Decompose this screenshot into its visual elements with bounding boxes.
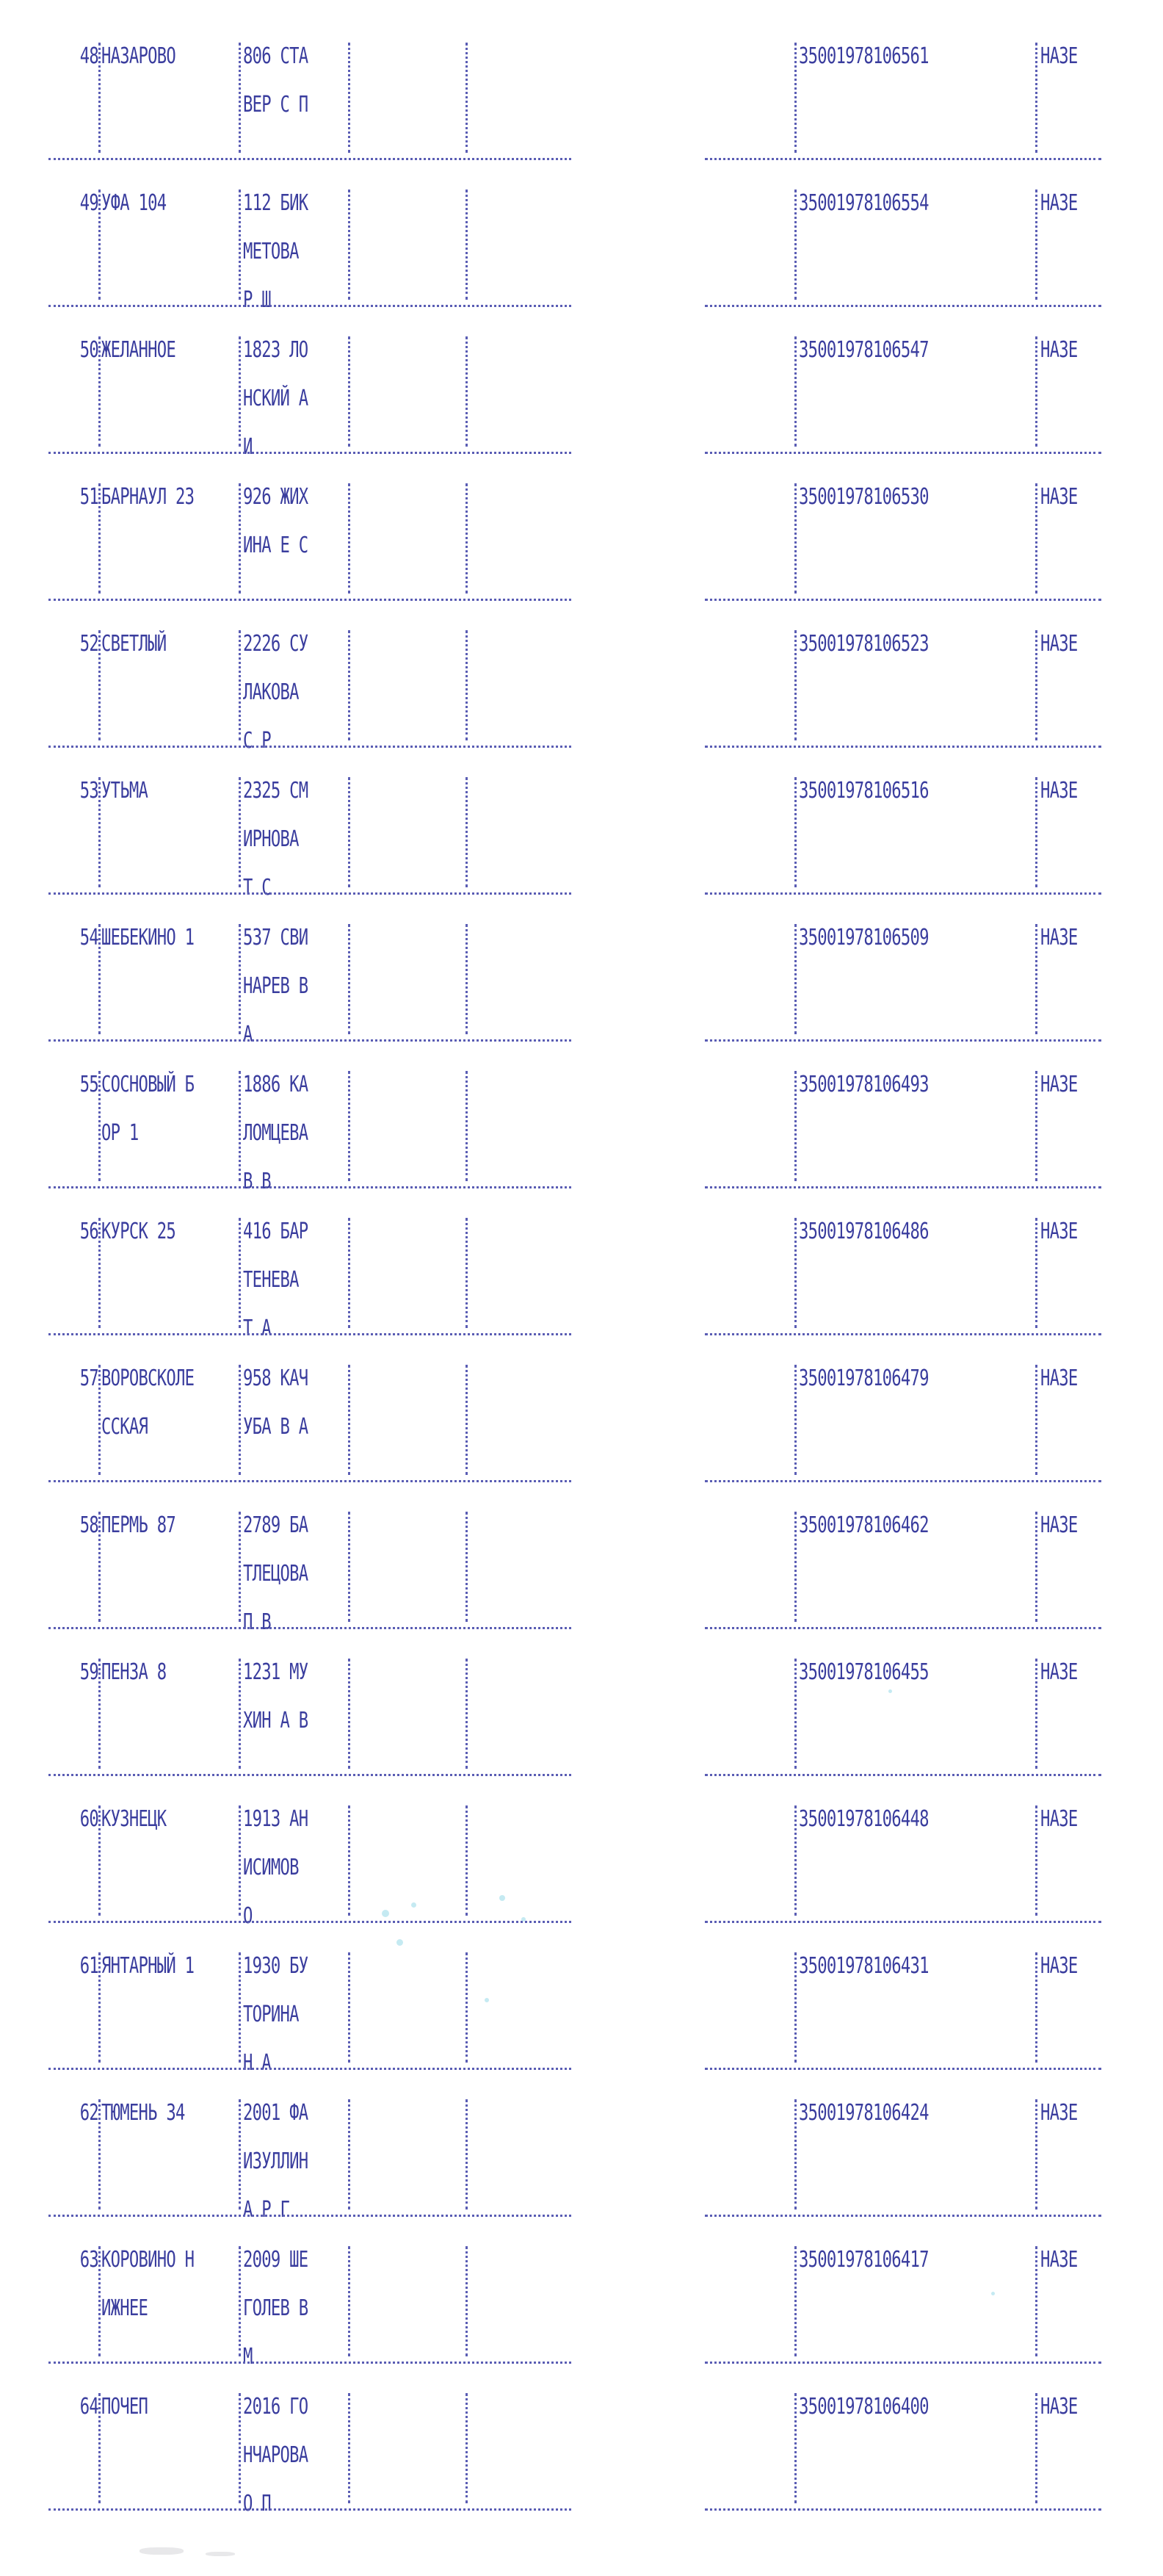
column-separator	[794, 43, 797, 153]
column-separator	[239, 924, 241, 1034]
row-divider	[705, 305, 1101, 307]
row-divider	[48, 1186, 571, 1188]
row-number: 64	[79, 2394, 98, 2420]
column-separator	[465, 1952, 468, 2063]
recipient-line: Т С	[243, 875, 271, 901]
recipient-line: ТЛЕЦОВА	[243, 1561, 308, 1587]
recipient-line: 1930 БУ	[243, 1953, 308, 1979]
column-separator	[1035, 1365, 1037, 1475]
column-separator	[348, 630, 350, 740]
column-separator	[1035, 43, 1037, 153]
recipient-line: ИСИМОВ	[243, 1855, 299, 1880]
column-separator	[98, 777, 101, 887]
row-divider	[48, 1774, 571, 1776]
column-separator	[239, 1805, 241, 1916]
column-separator	[794, 1512, 797, 1622]
tracking-code: 35001978106509	[799, 925, 929, 950]
register-row	[0, 176, 1163, 323]
row-divider	[48, 2362, 571, 2364]
row-divider	[705, 1333, 1101, 1335]
row-number: 54	[79, 925, 98, 950]
place-name-line: ПОЧЕП	[101, 2394, 148, 2420]
recipient-line: 2009 ШЕ	[243, 2247, 308, 2273]
column-separator	[465, 190, 468, 300]
recipient-line: О П	[243, 2491, 271, 2517]
row-divider	[48, 746, 571, 748]
column-separator	[348, 1071, 350, 1181]
row-number: 57	[79, 1365, 98, 1391]
column-separator	[98, 483, 101, 594]
row-number: 56	[79, 1219, 98, 1244]
recipient-line: НСКИЙ А	[243, 386, 308, 411]
column-separator	[1035, 483, 1037, 594]
column-separator	[239, 1512, 241, 1622]
column-separator	[794, 1805, 797, 1916]
row-divider	[705, 2068, 1101, 2070]
register-row	[0, 1058, 1163, 1205]
column-separator	[348, 1805, 350, 1916]
ink-speck	[411, 1902, 416, 1908]
recipient-line: ЛАКОВА	[243, 679, 299, 705]
place-name-line: КУРСК 25	[101, 1219, 176, 1244]
column-separator	[794, 1659, 797, 1769]
register-row	[0, 470, 1163, 617]
place-name-line: ССКАЯ	[101, 1414, 148, 1440]
column-separator	[465, 1071, 468, 1181]
recipient-line: 2001 ФА	[243, 2100, 308, 2126]
register-row	[0, 1792, 1163, 1939]
column-separator	[348, 2246, 350, 2356]
recipient-line: 1823 ЛО	[243, 337, 308, 363]
column-separator	[348, 1218, 350, 1328]
recipient-line: 416 БАР	[243, 1219, 308, 1244]
column-separator	[465, 336, 468, 447]
column-separator	[465, 630, 468, 740]
row-divider	[48, 452, 571, 454]
recipient-line: НАРЕВ В	[243, 973, 308, 999]
register-row	[0, 2086, 1163, 2233]
ink-speck	[521, 1917, 526, 1922]
recipient-line: 2226 СУ	[243, 631, 308, 657]
truncated-column-text: НАЗЕ	[1040, 1219, 1078, 1244]
register-row	[0, 1939, 1163, 2086]
truncated-column-text: НАЗЕ	[1040, 1806, 1078, 1832]
column-separator	[1035, 336, 1037, 447]
recipient-line: ЛОМЦЕВА	[243, 1120, 308, 1146]
row-number: 53	[79, 778, 98, 804]
row-divider	[705, 158, 1101, 160]
place-name-line: ШЕБЕКИНО 1	[101, 925, 195, 950]
recipient-line: ТЕНЕВА	[243, 1267, 299, 1293]
recipient-line: 1913 АН	[243, 1806, 308, 1832]
place-name-line: УФА 104	[101, 190, 167, 216]
tracking-code: 35001978106493	[799, 1072, 929, 1097]
recipient-line: НЧАРОВА	[243, 2442, 308, 2468]
tracking-code: 35001978106417	[799, 2247, 929, 2273]
column-separator	[98, 2099, 101, 2209]
column-separator	[465, 483, 468, 594]
place-name-line: СВЕТЛЫЙ	[101, 631, 167, 657]
column-separator	[794, 1071, 797, 1181]
column-separator	[465, 1512, 468, 1622]
recipient-line: 2016 ГО	[243, 2394, 308, 2420]
column-separator	[348, 924, 350, 1034]
column-separator	[465, 1805, 468, 1916]
recipient-line: 2325 СМ	[243, 778, 308, 804]
place-name-line: СОСНОВЫЙ Б	[101, 1072, 195, 1097]
truncated-column-text: НАЗЕ	[1040, 1365, 1078, 1391]
column-separator	[794, 777, 797, 887]
register-row	[0, 323, 1163, 470]
column-separator	[794, 924, 797, 1034]
recipient-line: 112 БИК	[243, 190, 308, 216]
ink-speck	[382, 1910, 389, 1917]
column-separator	[98, 2393, 101, 2503]
recipient-line: Т А	[243, 1316, 271, 1341]
register-row	[0, 911, 1163, 1058]
row-number: 58	[79, 1512, 98, 1538]
row-number: 50	[79, 337, 98, 363]
tracking-code: 35001978106523	[799, 631, 929, 657]
place-name-line: ПЕРМЬ 87	[101, 1512, 176, 1538]
ink-speck	[485, 1998, 489, 2002]
column-separator	[239, 2099, 241, 2209]
column-separator	[348, 483, 350, 594]
truncated-column-text: НАЗЕ	[1040, 1072, 1078, 1097]
truncated-column-text: НАЗЕ	[1040, 2394, 1078, 2420]
column-separator	[1035, 2393, 1037, 2503]
column-separator	[98, 190, 101, 300]
register-row	[0, 1498, 1163, 1645]
row-divider	[48, 1039, 571, 1042]
column-separator	[239, 1659, 241, 1769]
row-divider	[705, 892, 1101, 895]
row-divider	[705, 2362, 1101, 2364]
place-name-line: ИЖНЕЕ	[101, 2295, 148, 2321]
row-divider	[705, 1627, 1101, 1629]
column-separator	[98, 1071, 101, 1181]
column-separator	[348, 43, 350, 153]
column-separator	[1035, 924, 1037, 1034]
truncated-column-text: НАЗЕ	[1040, 1512, 1078, 1538]
column-separator	[98, 2246, 101, 2356]
row-divider	[48, 1480, 571, 1482]
scan-smudge	[206, 2552, 235, 2556]
row-number: 51	[79, 484, 98, 510]
column-separator	[239, 1071, 241, 1181]
tracking-code: 35001978106400	[799, 2394, 929, 2420]
row-number: 60	[79, 1806, 98, 1832]
row-divider	[48, 2068, 571, 2070]
recipient-line: 1886 КА	[243, 1072, 308, 1097]
column-separator	[239, 483, 241, 594]
column-separator	[348, 1659, 350, 1769]
truncated-column-text: НАЗЕ	[1040, 778, 1078, 804]
row-divider	[48, 1921, 571, 1923]
column-separator	[98, 336, 101, 447]
tracking-code: 35001978106479	[799, 1365, 929, 1391]
column-separator	[98, 1805, 101, 1916]
recipient-line: ИЗУЛЛИН	[243, 2149, 308, 2174]
row-divider	[48, 892, 571, 895]
truncated-column-text: НАЗЕ	[1040, 925, 1078, 950]
truncated-column-text: НАЗЕ	[1040, 631, 1078, 657]
column-separator	[1035, 1805, 1037, 1916]
column-separator	[98, 630, 101, 740]
column-separator	[794, 483, 797, 594]
place-name-line: ЖЕЛАННОЕ	[101, 337, 176, 363]
column-separator	[1035, 630, 1037, 740]
row-number: 52	[79, 631, 98, 657]
recipient-line: С Р	[243, 728, 271, 754]
recipient-line: А Р Г	[243, 2197, 290, 2223]
tracking-code: 35001978106448	[799, 1806, 929, 1832]
truncated-column-text: НАЗЕ	[1040, 190, 1078, 216]
register-row	[0, 1352, 1163, 1498]
tracking-code: 35001978106431	[799, 1953, 929, 1979]
register-row	[0, 2380, 1163, 2527]
column-separator	[465, 2246, 468, 2356]
tracking-code: 35001978106516	[799, 778, 929, 804]
row-number: 61	[79, 1953, 98, 1979]
recipient-line: П В	[243, 1609, 271, 1635]
ink-speck	[396, 1939, 403, 1946]
column-separator	[98, 1659, 101, 1769]
column-separator	[465, 924, 468, 1034]
tracking-code: 35001978106462	[799, 1512, 929, 1538]
row-divider	[48, 1627, 571, 1629]
column-separator	[98, 1512, 101, 1622]
column-separator	[348, 190, 350, 300]
recipient-line: 806 СТА	[243, 43, 308, 69]
column-separator	[1035, 1218, 1037, 1328]
column-separator	[239, 1952, 241, 2063]
column-separator	[1035, 2099, 1037, 2209]
truncated-column-text: НАЗЕ	[1040, 337, 1078, 363]
register-row	[0, 764, 1163, 911]
recipient-line: В В	[243, 1169, 271, 1194]
row-divider	[705, 1039, 1101, 1042]
tracking-code: 35001978106455	[799, 1659, 929, 1685]
truncated-column-text: НАЗЕ	[1040, 1953, 1078, 1979]
column-separator	[348, 1365, 350, 1475]
place-name-line: КОРОВИНО Н	[101, 2247, 195, 2273]
recipient-line: И	[243, 434, 253, 460]
truncated-column-text: НАЗЕ	[1040, 2100, 1078, 2126]
column-separator	[465, 777, 468, 887]
row-divider	[48, 2215, 571, 2217]
tracking-code: 35001978106554	[799, 190, 929, 216]
column-separator	[348, 2099, 350, 2209]
row-number: 55	[79, 1072, 98, 1097]
place-name-line: ПЕНЗА 8	[101, 1659, 167, 1685]
column-separator	[239, 630, 241, 740]
column-separator	[348, 1512, 350, 1622]
place-name-line: НАЗАРОВО	[101, 43, 176, 69]
recipient-line: 926 ЖИХ	[243, 484, 308, 510]
column-separator	[794, 336, 797, 447]
recipient-line: ГОЛЕВ В	[243, 2295, 308, 2321]
truncated-column-text: НАЗЕ	[1040, 484, 1078, 510]
row-divider	[48, 599, 571, 601]
column-separator	[794, 2099, 797, 2209]
place-name-line: ЯНТАРНЫЙ 1	[101, 1953, 195, 1979]
row-divider	[705, 2508, 1101, 2511]
scan-smudge	[140, 2547, 184, 2555]
tracking-code: 35001978106547	[799, 337, 929, 363]
column-separator	[98, 43, 101, 153]
column-separator	[1035, 190, 1037, 300]
column-separator	[1035, 777, 1037, 887]
column-separator	[1035, 1512, 1037, 1622]
row-divider	[705, 1921, 1101, 1923]
column-separator	[1035, 1071, 1037, 1181]
column-separator	[348, 777, 350, 887]
column-separator	[348, 336, 350, 447]
row-number: 62	[79, 2100, 98, 2126]
recipient-line: Р Ш	[243, 287, 271, 313]
column-separator	[239, 2393, 241, 2503]
place-name-line: УТЬМА	[101, 778, 148, 804]
row-divider	[705, 452, 1101, 454]
row-divider	[705, 1186, 1101, 1188]
column-separator	[794, 1218, 797, 1328]
recipient-line: ХИН А В	[243, 1708, 308, 1733]
column-separator	[239, 190, 241, 300]
truncated-column-text: НАЗЕ	[1040, 43, 1078, 69]
ink-speck	[499, 1895, 505, 1901]
recipient-line: М	[243, 2344, 253, 2370]
place-name-line: ВОРОВСКОЛЕ	[101, 1365, 195, 1391]
tracking-code: 35001978106561	[799, 43, 929, 69]
row-divider	[705, 746, 1101, 748]
column-separator	[794, 2393, 797, 2503]
row-divider	[705, 2215, 1101, 2217]
truncated-column-text: НАЗЕ	[1040, 2247, 1078, 2273]
register-row	[0, 617, 1163, 764]
column-separator	[348, 1952, 350, 2063]
recipient-line: ВЕР С П	[243, 92, 308, 118]
row-divider	[48, 158, 571, 160]
column-separator	[239, 777, 241, 887]
column-separator	[794, 190, 797, 300]
column-separator	[239, 1365, 241, 1475]
recipient-line: УБА В А	[243, 1414, 308, 1440]
recipient-line: О	[243, 1903, 253, 1929]
recipient-line: 537 СВИ	[243, 925, 308, 950]
register-row	[0, 1205, 1163, 1352]
register-row	[0, 1645, 1163, 1792]
register-row	[0, 2233, 1163, 2380]
column-separator	[465, 2099, 468, 2209]
column-separator	[239, 2246, 241, 2356]
ink-speck	[991, 2292, 995, 2295]
column-separator	[98, 1365, 101, 1475]
column-separator	[239, 43, 241, 153]
recipient-line: ИНА Е С	[243, 533, 308, 558]
column-separator	[465, 1218, 468, 1328]
register-row	[0, 29, 1163, 176]
ink-speck	[888, 1689, 892, 1693]
column-separator	[465, 43, 468, 153]
tracking-code: 35001978106424	[799, 2100, 929, 2126]
column-separator	[1035, 1659, 1037, 1769]
row-number: 48	[79, 43, 98, 69]
recipient-line: ТОРИНА	[243, 2002, 299, 2027]
recipient-line: 1231 МУ	[243, 1659, 308, 1685]
recipient-line: МЕТОВА	[243, 239, 299, 264]
recipient-line: 958 КАЧ	[243, 1365, 308, 1391]
column-separator	[98, 1218, 101, 1328]
place-name-line: ТЮМЕНЬ 34	[101, 2100, 185, 2126]
column-separator	[98, 924, 101, 1034]
tracking-code: 35001978106486	[799, 1219, 929, 1244]
column-separator	[1035, 1952, 1037, 2063]
column-separator	[239, 1218, 241, 1328]
recipient-line: 2789 БА	[243, 1512, 308, 1538]
column-separator	[348, 2393, 350, 2503]
place-name-line: БАРНАУЛ 23	[101, 484, 195, 510]
column-separator	[794, 2246, 797, 2356]
tracking-code: 35001978106530	[799, 484, 929, 510]
truncated-column-text: НАЗЕ	[1040, 1659, 1078, 1685]
row-divider	[48, 305, 571, 307]
recipient-line: ИРНОВА	[243, 826, 299, 852]
place-name-line: КУЗНЕЦК	[101, 1806, 167, 1832]
row-number: 49	[79, 190, 98, 216]
column-separator	[794, 630, 797, 740]
column-separator	[465, 2393, 468, 2503]
column-separator	[98, 1952, 101, 2063]
row-divider	[705, 1480, 1101, 1482]
row-number: 59	[79, 1659, 98, 1685]
row-divider	[705, 599, 1101, 601]
recipient-line: А	[243, 1022, 253, 1047]
column-separator	[465, 1365, 468, 1475]
recipient-line: Н А	[243, 2050, 271, 2076]
column-separator	[794, 1365, 797, 1475]
row-divider	[48, 1333, 571, 1335]
row-number: 63	[79, 2247, 98, 2273]
row-divider	[48, 2508, 571, 2511]
column-separator	[239, 336, 241, 447]
place-name-line: ОР 1	[101, 1120, 139, 1146]
column-separator	[1035, 2246, 1037, 2356]
row-divider	[705, 1774, 1101, 1776]
column-separator	[465, 1659, 468, 1769]
column-separator	[794, 1952, 797, 2063]
